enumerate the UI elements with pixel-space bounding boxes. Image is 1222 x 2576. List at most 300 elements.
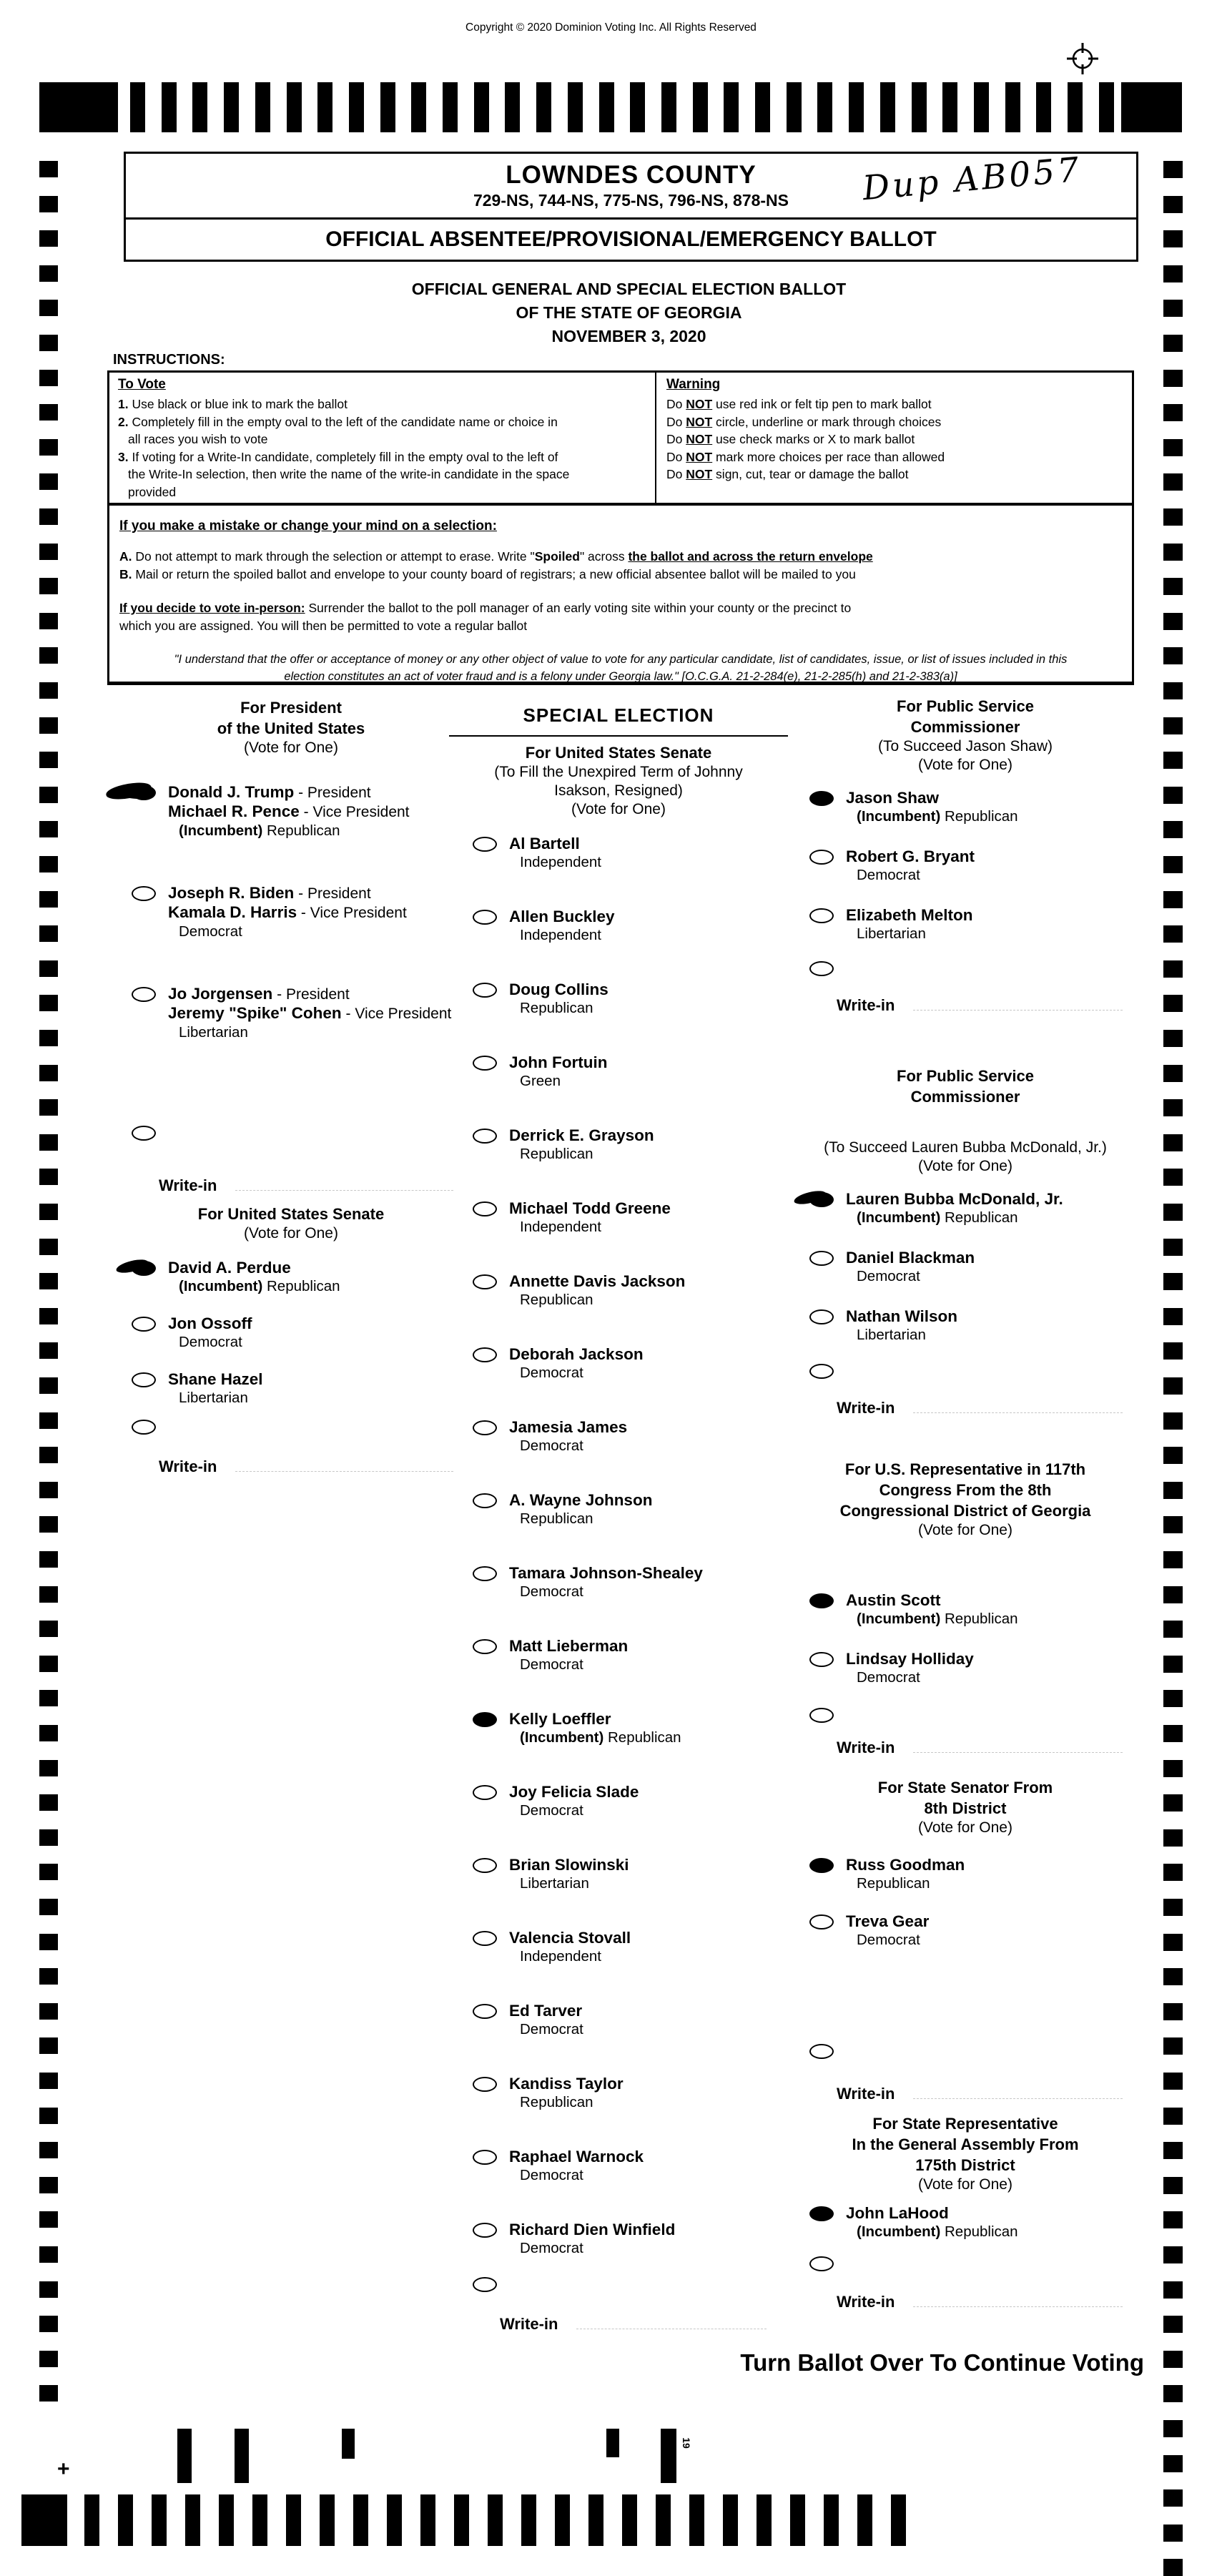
write-in-oval[interactable] <box>132 1126 156 1141</box>
right-timing-mark <box>1163 1690 1183 1707</box>
barcode-bar <box>606 2429 619 2457</box>
turn-ballot-over-text: Turn Ballot Over To Continue Voting <box>740 2349 1144 2376</box>
instructions-label: INSTRUCTIONS: <box>113 352 225 368</box>
right-timing-mark <box>1163 473 1183 491</box>
race-title: of the United States <box>217 719 365 737</box>
timing-mark <box>1068 82 1083 132</box>
right-timing-mark <box>1163 2246 1183 2263</box>
write-in-label: Write-in <box>837 1399 895 1417</box>
candidate-role: - Vice President <box>299 804 410 820</box>
text-segment: Do <box>666 397 686 411</box>
write-in-rule <box>913 997 1123 1011</box>
write-in-label: Write-in <box>159 1457 217 1475</box>
left-timing-mark <box>39 2037 58 2054</box>
candidate-info <box>509 835 601 871</box>
ballot-oval[interactable] <box>132 1372 156 1387</box>
ballot-oval[interactable] <box>473 1420 497 1435</box>
candidate-name-text: Jon Ossoff <box>168 1314 252 1332</box>
right-timing-mark <box>1163 2316 1183 2333</box>
party-name: Republican <box>520 2094 593 2110</box>
candidate-row <box>449 1856 788 1892</box>
ballot-oval[interactable] <box>473 2077 497 2092</box>
ballot-oval-marked[interactable] <box>809 1858 834 1873</box>
candidate-info <box>846 1650 974 1686</box>
ballot-oval[interactable] <box>473 2004 497 2019</box>
write-in-rule <box>576 2316 767 2329</box>
candidate-info <box>846 1912 929 1949</box>
left-timing-mark <box>39 821 58 837</box>
left-timing-mark <box>39 473 58 490</box>
timing-mark <box>912 82 927 132</box>
candidate-name-text: Tamara Johnson-Shealey <box>509 1564 703 1582</box>
candidate-info <box>168 1314 252 1351</box>
party-name: Democrat <box>520 1656 583 1673</box>
left-timing-mark <box>39 647 58 664</box>
left-timing-mark <box>39 1239 58 1255</box>
county-header-box <box>124 149 1138 222</box>
right-timing-mark <box>1163 1308 1183 1325</box>
candidate-name <box>168 783 410 802</box>
text-segment: NOT <box>686 414 713 429</box>
party-label <box>168 1023 451 1041</box>
candidate-name-text: Lauren Bubba McDonald, Jr. <box>846 1190 1063 1208</box>
incumbent-label: (Incumbent) <box>857 2223 945 2240</box>
race-subtitle: (To Fill the Unexpired Term of Johnny <box>494 764 743 780</box>
candidate-row <box>787 906 1144 943</box>
candidate-role: - Vice President <box>297 905 407 921</box>
left-timing-mark <box>39 2211 58 2228</box>
candidate-info <box>509 2075 624 2111</box>
party-name: Libertarian <box>179 1024 248 1041</box>
to-vote-item <box>118 431 648 448</box>
text-segment: NOT <box>686 397 713 411</box>
timing-mark <box>118 2494 133 2546</box>
right-timing-mark <box>1163 1586 1183 1603</box>
timing-mark <box>536 82 551 132</box>
candidate-name <box>509 1418 627 1437</box>
copyright-text: Copyright © 2020 Dominion Voting Inc. All Rights Reserved <box>465 21 757 34</box>
right-timing-mark <box>1163 1030 1183 1047</box>
candidate-name <box>846 1912 929 1931</box>
left-timing-mark <box>39 1308 58 1324</box>
to-vote-item <box>118 466 648 483</box>
candidate-row <box>107 985 475 1041</box>
party-name: Democrat <box>179 1334 242 1350</box>
left-timing-mark <box>39 1516 58 1533</box>
text-segment: Spoiled <box>534 549 580 564</box>
left-timing-mark <box>39 1656 58 1672</box>
left-timing-mark <box>39 544 58 560</box>
write-in-label: Write-in <box>837 996 895 1014</box>
write-in-oval[interactable] <box>809 1708 834 1723</box>
mistake-heading: If you make a mistake or change your mind on a selection: <box>119 518 497 534</box>
ballot-oval[interactable] <box>809 850 834 865</box>
ballot-oval-marked[interactable] <box>132 1261 156 1276</box>
timing-mark <box>757 2494 772 2546</box>
write-in-label: Write-in <box>159 1176 217 1194</box>
candidate-name <box>168 1314 252 1333</box>
right-timing-mark <box>1163 1864 1183 1881</box>
timing-mark <box>880 82 895 132</box>
ballot-oval[interactable] <box>473 1858 497 1873</box>
right-timing-mark <box>1163 891 1183 908</box>
ballot-oval[interactable] <box>473 910 497 925</box>
left-timing-mark <box>39 300 58 316</box>
ballot-oval-marked[interactable] <box>809 1593 834 1608</box>
candidate-name <box>846 906 973 925</box>
right-timing-mark <box>1163 2351 1183 2368</box>
write-in-oval[interactable] <box>809 1364 834 1379</box>
candidate-name-text: Russ Goodman <box>846 1856 965 1874</box>
ballot-oval-marked[interactable] <box>809 791 834 806</box>
right-timing-mark <box>1163 682 1183 699</box>
timing-mark <box>630 82 645 132</box>
party-name: Libertarian <box>857 1327 926 1343</box>
ballot-oval[interactable] <box>473 1493 497 1508</box>
write-in-row <box>449 2277 788 2334</box>
left-timing-mark <box>39 1273 58 1289</box>
election-title-line: NOVEMBER 3, 2020 <box>551 327 706 345</box>
bottom-timing-marks <box>0 2494 1222 2546</box>
left-timing-mark <box>39 856 58 872</box>
candidate-name <box>509 2002 583 2020</box>
race-title: For Public Service <box>897 697 1034 715</box>
ballot-oval[interactable] <box>473 1639 497 1654</box>
timing-mark <box>521 2494 536 2546</box>
text-segment: use red ink or felt tip pen to mark ballot <box>712 397 932 411</box>
vote-for-note: (Vote for One) <box>918 1158 1012 1174</box>
party-label <box>509 1510 652 1528</box>
barcode-bar <box>342 2429 355 2459</box>
section-rule <box>449 735 788 737</box>
candidate-name <box>168 1259 340 1277</box>
candidate-name-text: Austin Scott <box>846 1591 941 1609</box>
text-segment: Use black or blue ink to mark the ballot <box>128 397 348 411</box>
candidate-row <box>787 2204 1144 2241</box>
candidate-name-text: A. Wayne Johnson <box>509 1491 653 1509</box>
write-in-oval[interactable] <box>809 2256 834 2271</box>
timing-mark <box>152 2494 167 2546</box>
candidate-info <box>509 1345 644 1382</box>
candidate-info <box>168 1370 263 1407</box>
right-timing-mark <box>1163 1239 1183 1256</box>
vote-for-note: (Vote for One) <box>244 739 338 756</box>
write-in-oval[interactable] <box>809 2044 834 2059</box>
vote-for-note: (Vote for One) <box>571 801 666 817</box>
candidate-name <box>509 1126 654 1145</box>
candidate-name-text: Kelly Loeffler <box>509 1710 611 1728</box>
party-name: Republican <box>520 1000 593 1016</box>
ballot-oval[interactable] <box>473 1931 497 1946</box>
barcode-bar <box>177 2429 192 2483</box>
candidate-name-text: Donald J. Trump <box>168 783 295 801</box>
candidate-name <box>509 1710 681 1729</box>
candidate-info <box>509 980 608 1017</box>
candidate-name <box>509 1199 671 1218</box>
left-timing-mark <box>39 2142 58 2158</box>
candidate-info <box>509 1637 628 1673</box>
candidate-name <box>509 1929 631 1947</box>
instructions-lower <box>109 506 1132 685</box>
right-timing-mark <box>1163 544 1183 561</box>
ballot-oval[interactable] <box>132 1317 156 1332</box>
affirmation-line: "I understand that the offer or acceptance of money or any other object of value to vote for any particular candidate, list of candidates, issue, or list of issues included in this <box>174 653 1068 666</box>
timing-mark <box>130 82 145 132</box>
timing-mark <box>1036 82 1051 132</box>
right-timing-mark <box>1163 1273 1183 1290</box>
timing-mark <box>724 82 739 132</box>
candidate-name <box>509 2148 644 2166</box>
candidate-name-text: Jamesia James <box>509 1418 628 1436</box>
candidate-info <box>168 1259 340 1295</box>
left-timing-mark <box>39 1204 58 1220</box>
timing-mark <box>255 82 270 132</box>
timing-mark <box>588 2494 603 2546</box>
warning-item <box>666 395 1125 413</box>
candidate-info <box>168 985 451 1041</box>
text-segment: which you are assigned. You will then be permitted to vote a regular ballot <box>119 619 528 633</box>
right-timing-mark <box>1163 1065 1183 1082</box>
left-timing-mark <box>39 196 58 212</box>
right-timing-mark <box>1163 2489 1183 2507</box>
timing-mark <box>656 2494 671 2546</box>
candidate-info <box>509 1564 703 1601</box>
ballot-oval[interactable] <box>473 1566 497 1581</box>
text-segment: If voting for a Write-In candidate, completely fill in the empty oval to the left of <box>128 449 558 464</box>
candidate-name-text: Joy Felicia Slade <box>509 1783 639 1801</box>
party-label <box>846 1209 1063 1226</box>
party-label <box>846 1931 929 1949</box>
candidate-name <box>846 1249 975 1267</box>
timing-mark <box>824 2494 839 2546</box>
candidate-name <box>509 1345 644 1364</box>
ballot-oval[interactable] <box>473 2223 497 2238</box>
race-title: Commissioner <box>910 718 1020 736</box>
candidate-name <box>168 802 410 822</box>
vote-for-note: (Vote for One) <box>918 1819 1012 1836</box>
left-timing-mark <box>39 265 58 282</box>
ballot-oval-marked[interactable] <box>809 2206 834 2221</box>
right-timing-mark <box>1163 439 1183 456</box>
candidate-row <box>449 1929 788 1965</box>
ballot-oval[interactable] <box>809 1914 834 1929</box>
write-in-rule <box>913 2294 1123 2307</box>
party-label <box>509 1364 644 1382</box>
candidate-name-text: Matt Lieberman <box>509 1637 629 1655</box>
party-name: Republican <box>267 1278 340 1294</box>
to-vote-item <box>118 483 648 501</box>
race-title: For U.S. Representative in 117th <box>844 1460 1086 1478</box>
ballot-oval[interactable] <box>473 1274 497 1289</box>
ballot-oval[interactable] <box>132 886 156 901</box>
right-timing-mark <box>1163 1099 1183 1116</box>
right-timing-mark <box>1163 2559 1183 2576</box>
candidate-name-text: Kandiss Taylor <box>509 2075 624 2093</box>
candidate-name <box>509 1053 607 1072</box>
ballot-style-codes: 729-NS, 744-NS, 775-NS, 796-NS, 878-NS <box>473 191 789 210</box>
candidate-name <box>509 980 608 999</box>
party-label <box>509 2093 624 2111</box>
ballot-oval[interactable] <box>809 1251 834 1266</box>
left-timing-mark <box>39 2246 58 2263</box>
party-name: Democrat <box>520 1437 583 1454</box>
candidate-row <box>787 1856 1144 1892</box>
top-timing-marks <box>0 82 1222 132</box>
write-in-row <box>787 1708 1144 1757</box>
left-timing-mark <box>39 2281 58 2298</box>
right-timing-mark <box>1163 1829 1183 1847</box>
ballot-oval-marked[interactable] <box>473 1712 497 1727</box>
ballot-oval-marked[interactable] <box>809 1192 834 1207</box>
warning-item <box>666 448 1125 466</box>
candidate-row <box>107 1314 475 1351</box>
write-in-row <box>787 1364 1144 1417</box>
left-timing-mark <box>39 2073 58 2089</box>
write-in-label: Write-in <box>500 2315 558 2333</box>
ballot-oval[interactable] <box>473 837 497 852</box>
candidate-name-text: Doug Collins <box>509 980 608 998</box>
race-title: For United States Senate <box>525 744 712 762</box>
candidate-name <box>846 1591 1018 1610</box>
timing-mark <box>474 82 489 132</box>
ballot-oval[interactable] <box>473 1785 497 1800</box>
candidate-name-text: Lindsay Holliday <box>846 1650 974 1668</box>
party-name: Republican <box>520 1146 593 1162</box>
left-timing-mark <box>39 1134 58 1151</box>
left-timing-mark <box>39 1621 58 1637</box>
left-timing-mark <box>39 1482 58 1498</box>
text-segment: Completely fill in the empty oval to the left of the candidate name or choice in <box>128 414 558 429</box>
race-title: For State Senator From <box>877 1779 1053 1796</box>
right-timing-mark <box>1163 161 1183 178</box>
party-label <box>509 926 615 944</box>
incumbent-label: (Incumbent) <box>857 1611 945 1627</box>
vote-for-note: (Vote for One) <box>918 2176 1012 2193</box>
candidate-info <box>509 1710 681 1746</box>
left-timing-mark <box>39 161 58 177</box>
party-name: Libertarian <box>520 1875 589 1892</box>
right-timing-mark <box>1163 2142 1183 2159</box>
right-timing-mark <box>1163 2385 1183 2402</box>
ballot-oval[interactable] <box>809 1309 834 1324</box>
party-label <box>509 1145 654 1163</box>
write-in-oval[interactable] <box>809 961 834 976</box>
right-timing-mark <box>1163 1760 1183 1777</box>
text-segment: If you decide to vote in-person: <box>119 601 305 615</box>
right-timing-mark <box>1163 1134 1183 1151</box>
timing-mark <box>1005 82 1020 132</box>
party-name: Libertarian <box>179 1390 248 1406</box>
race-us-senate-special <box>449 704 788 2334</box>
ballot-oval[interactable] <box>809 1652 834 1667</box>
ballot-oval[interactable] <box>809 908 834 923</box>
right-timing-mark <box>1163 230 1183 247</box>
left-timing-mark <box>39 752 58 768</box>
warning-cell <box>655 373 1132 503</box>
write-in-oval[interactable] <box>473 2277 497 2292</box>
timing-mark <box>555 2494 570 2546</box>
right-timing-mark <box>1163 1621 1183 1638</box>
candidate-info <box>509 1199 671 1236</box>
text-segment: NOT <box>686 432 713 446</box>
ballot-oval[interactable] <box>473 1201 497 1216</box>
party-name: Democrat <box>520 2240 583 2256</box>
ballot-oval[interactable] <box>473 1347 497 1362</box>
left-timing-mark <box>39 1586 58 1603</box>
party-label <box>168 1389 263 1407</box>
party-label <box>168 923 407 940</box>
right-timing-mark <box>1163 1656 1183 1673</box>
right-timing-mark <box>1163 925 1183 943</box>
party-name: Democrat <box>857 1932 920 1948</box>
candidate-info <box>509 1418 627 1455</box>
candidate-name-text: Ed Tarver <box>509 2002 583 2020</box>
right-timing-mark <box>1163 2211 1183 2228</box>
party-label <box>509 1656 628 1673</box>
to-vote-item <box>118 413 648 431</box>
candidate-name-text: Brian Slowinski <box>509 1856 629 1874</box>
candidate-name-text: Jeremy "Spike" Cohen <box>168 1004 342 1022</box>
to-vote-item <box>118 448 648 466</box>
candidate-name-text: Kamala D. Harris <box>168 903 297 921</box>
left-timing-mark <box>39 717 58 734</box>
ballot-oval[interactable] <box>132 987 156 1002</box>
race-psc-mcdonald <box>787 1066 1144 1417</box>
candidate-info <box>509 1491 652 1528</box>
candidate-name <box>509 835 601 853</box>
left-timing-mark <box>39 1899 58 1915</box>
candidate-name <box>509 1856 629 1874</box>
candidate-info <box>509 908 615 944</box>
candidate-name-text: Allen Buckley <box>509 908 615 925</box>
ballot-oval-marked[interactable] <box>132 785 156 800</box>
candidate-name-text: Treva Gear <box>846 1912 930 1930</box>
ballot-oval[interactable] <box>473 1056 497 1071</box>
write-in-oval[interactable] <box>132 1420 156 1435</box>
timing-mark <box>39 82 118 132</box>
ballot-oval[interactable] <box>473 2150 497 2165</box>
race-title: Congress From the 8th <box>879 1481 1052 1499</box>
left-timing-mark <box>39 1169 58 1185</box>
candidate-row <box>787 1249 1144 1285</box>
right-timing-mark <box>1163 1412 1183 1430</box>
party-label <box>509 1874 629 1892</box>
candidate-name-text: Elizabeth Melton <box>846 906 973 924</box>
party-name: Democrat <box>520 1365 583 1381</box>
left-timing-mark <box>39 1099 58 1116</box>
party-label <box>846 1668 974 1686</box>
handwritten-annotation: Dup AB057 <box>861 149 1083 209</box>
text-segment: Do <box>666 467 686 481</box>
right-timing-mark <box>1163 335 1183 352</box>
candidate-name-text: Jason Shaw <box>846 789 940 807</box>
election-title-line: OF THE STATE OF GEORGIA <box>516 303 742 322</box>
right-timing-mark <box>1163 2420 1183 2437</box>
timing-mark <box>380 82 395 132</box>
ballot-oval[interactable] <box>473 983 497 998</box>
candidate-name <box>846 2204 1018 2223</box>
section-title: SPECIAL ELECTION <box>523 704 714 726</box>
left-timing-mark <box>39 2385 58 2402</box>
timing-mark <box>689 2494 704 2546</box>
party-name: Green <box>520 1073 561 1089</box>
candidate-row <box>449 1345 788 1382</box>
candidate-row <box>449 2148 788 2184</box>
ballot-oval[interactable] <box>473 1129 497 1144</box>
candidate-name-text: Michael Todd Greene <box>509 1199 671 1217</box>
right-timing-mark <box>1163 647 1183 664</box>
text-segment: A. <box>119 549 132 564</box>
